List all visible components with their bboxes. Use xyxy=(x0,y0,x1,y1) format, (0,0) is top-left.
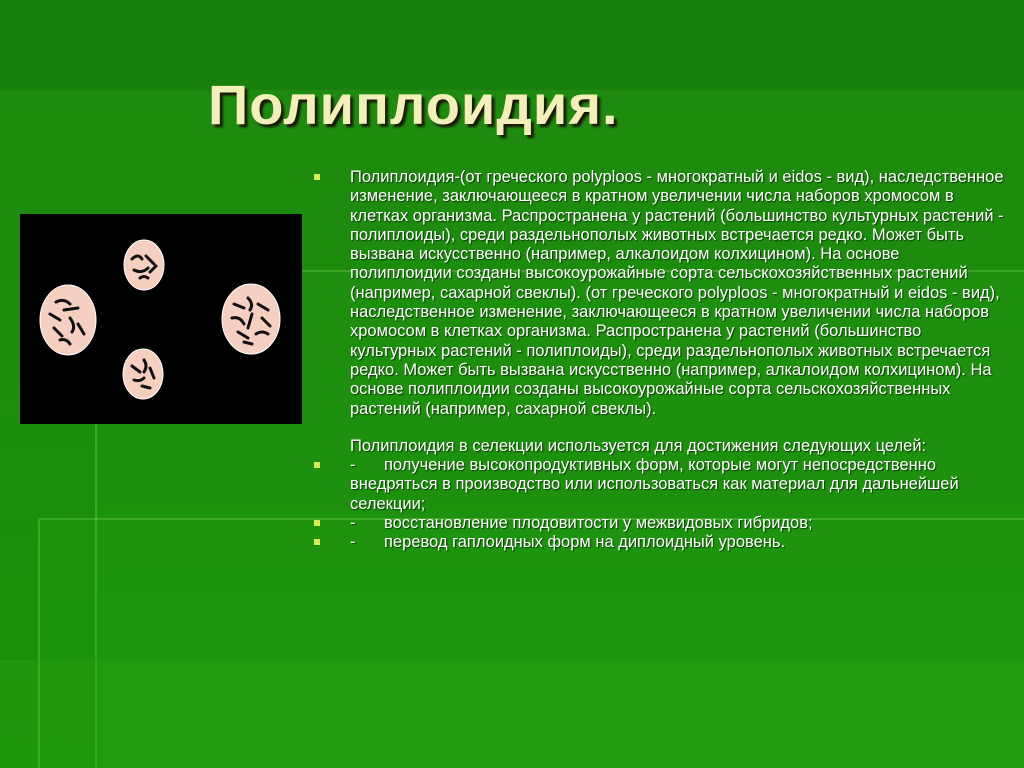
spacer xyxy=(314,419,1004,437)
background-band xyxy=(0,660,1024,768)
goal-item xyxy=(350,514,1004,533)
list-item xyxy=(314,437,1004,456)
cells-drawing xyxy=(20,214,302,424)
goal-item xyxy=(350,456,1004,514)
selection-intro: Полиплоидия в селекции используется для достижения следующих целей: xyxy=(350,436,927,455)
bullet-icon xyxy=(314,462,320,468)
list-item xyxy=(314,456,1004,514)
list-item xyxy=(314,514,1004,533)
bullet-icon xyxy=(314,539,320,545)
cells-illustration xyxy=(20,214,302,424)
list-item xyxy=(314,168,1004,419)
goal-item xyxy=(350,533,1004,552)
goal-text: перевод гаплоидных форм на диплоидный уровень. xyxy=(384,533,786,552)
definition-paragraph: Полиплоидия-(от греческого polyploos - многократный и eidos - вид), наследственное изменение, заключающееся в кратном увеличении числа наборов хромосом в клетках организма. Распространена у растений (большинство культурных растений - полиплоиды), среди раздельнополых животных встречается редко. Может быть вызвана искусственно (например, алкалоидом колхицином). На основе полиплоидии созданы высокоурожайные сорта сельскохозяйственных растений (например, сахарной свеклы). (от греческого polyploos - многократный и eidos - вид), наследственное изменение, заключающееся в кратном увеличении числа наборов хромосом в клетках организма. Распространена у растений (большинство культурных растений - полиплоиды), среди раздельнополых животных встречается редко. Может быть вызвана искусственно (например, алкалоидом колхицином). На основе полиплоидии созданы высокоурожайные сорта сельскохозяйственных растений (например, сахарной свеклы). xyxy=(350,168,1004,418)
bullet-icon xyxy=(314,174,320,180)
dash-marker: - xyxy=(350,533,356,552)
list-item xyxy=(314,533,1004,552)
dash-marker: - xyxy=(350,514,356,533)
slide-body xyxy=(314,168,1004,553)
cell xyxy=(123,349,163,399)
bullet-icon xyxy=(314,520,320,526)
cell xyxy=(124,240,164,290)
slide-title: Полиплоидия. xyxy=(208,73,619,136)
cell xyxy=(222,284,280,354)
cell xyxy=(40,285,96,355)
dash-marker: - xyxy=(350,456,356,475)
goal-text: восстановление плодовитости у межвидовых гибридов; xyxy=(384,514,813,533)
goal-text: получение высокопродуктивных форм, которые могут непосредственно внедряться в производство или использоваться как материал для дальнейшей селекции; xyxy=(350,456,959,513)
